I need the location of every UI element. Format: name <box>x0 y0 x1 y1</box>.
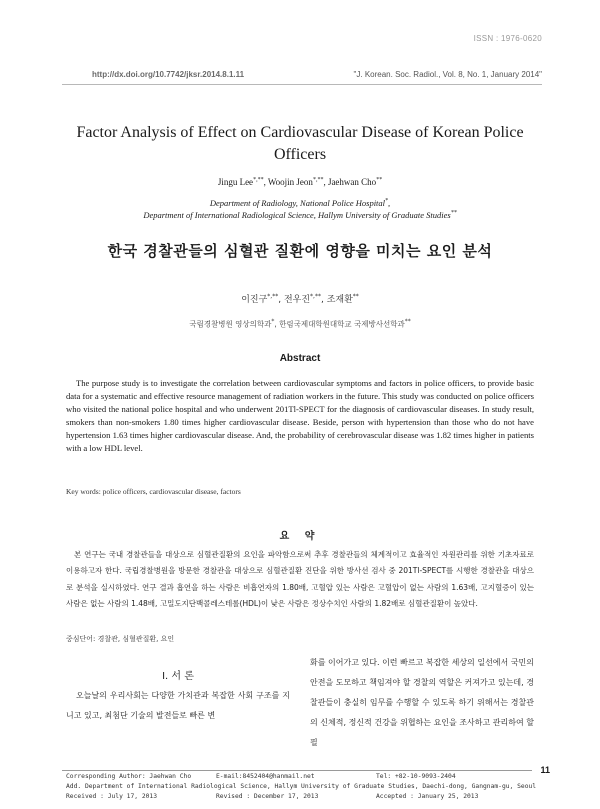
korean-author-sup: ** <box>352 293 359 300</box>
keywords: Key words: police officers, cardiovascular disease, factors <box>66 487 241 496</box>
footer-dates-line <box>66 793 536 800</box>
korean-author-name: 이진구 <box>241 295 268 305</box>
affiliation-1: Department of Radiology, National Police Hospital*, <box>209 198 391 208</box>
korean-abstract-text: 본 연구는 국내 경찰관들을 대상으로 심혈관질환의 요인을 파악함으로써 추후 경찰관들의 체계적이고 효율적인 자원관리를 위한 기초자료로 이용하고자 한다. 국립경찰병원을 방문한 경찰관을 대상으로 심혈관질환 진단을 위한 방사선 검사 중 201Tl-SPECT를 시행한 경찰관을 대상으로 분석을 실시하였다. 연구 결과 흡연을 하는 사람은 비흡연자의 1.80배, 고혈압 있는 사람은 고혈압이 없는 사람의 1.63배, 고지혈증이 있는 사람은 없는 사람의 1.48배, 고밀도지단백콜레스테롤(HDL)이 낮은 사람은 정상수치인 사람의 1.82배로 심혈관질환이 높았다. <box>66 550 534 609</box>
affiliation-2-sup: ** <box>450 210 457 217</box>
footer-divider <box>62 770 532 771</box>
korean-author-sup: *,** <box>267 293 279 300</box>
korean-abstract-heading: 요 약 <box>279 531 321 542</box>
author-sup: ** <box>376 177 383 183</box>
affiliation-1-sup: * <box>385 198 389 205</box>
author-list: Jingu Lee*,**, Woojin Jeon*,**, Jaehwan Cho** <box>217 177 383 187</box>
korean-affiliation-2: 한림국제대학원대학교 국제방사선학과 <box>279 319 405 329</box>
korean-affiliation-2-sup: ** <box>404 318 411 325</box>
abstract-text: The purpose study is to investigate the correlation between cardiovascular symptoms and factors in police officers, to provide basic data for a systematic and effective resource management of radiation workers in the future. This study was conducted on police officers who visited the national police hospital and who underwent 201Tl-SPECT for the diagnosis of cardiovascular diseases. In study result, smokers than non-smokers 1.80 times higher cardiovascular disease. Beside, person with hypertension than those who do not have hypertension 1.63 times higher cardiovascular disease. And, the probability of cerebrovascular disease was 1.82 times higher in patients with a low HDL level. <box>66 378 534 454</box>
journal-citation: "J. Korean. Soc. Radiol., Vol. 8, No. 1, January 2014" <box>353 70 542 79</box>
korean-affiliations: 국립경찰병원 영상의학과*, 한림국제대학원대학교 국제방사선학과** <box>189 318 411 329</box>
korean-title: 한국 경찰관들의 심혈관 질환에 영향을 미치는 요인 분석 <box>107 242 493 260</box>
korean-author-name: 전우진 <box>283 295 311 305</box>
doi-link[interactable]: http://dx.doi.org/10.7742/jksr.2014.8.1.11 <box>92 70 245 79</box>
korean-affiliation-1: 국립경찰병원 영상의학과 <box>189 319 272 329</box>
author-phone: Tel: +82-10-9093-2404 <box>376 773 456 780</box>
paper-title-line-1: Factor Analysis of Effect on Cardiovascular Disease of Korean Police <box>76 124 524 141</box>
abstract-heading: Abstract <box>279 353 321 364</box>
author-name: Jaehwan Cho <box>327 177 377 187</box>
issn-label: ISSN : 1976-0620 <box>473 34 542 43</box>
affiliation-2 <box>60 210 540 220</box>
affiliation-1-text: Department of Radiology, National Police Hospital <box>209 198 386 208</box>
received-date: Received : July 17, 2013 <box>66 793 157 800</box>
footer-contact-line <box>66 773 536 780</box>
paper-title <box>60 122 540 166</box>
korean-author-sup: *,** <box>310 293 321 300</box>
corresponding-author: Corresponding Author: Jaehwan Cho <box>66 773 192 780</box>
body-column-right: 화를 이어가고 있다. 이런 빠르고 복잡한 세상의 일선에서 국민의 안전을 도모하고 책임져야 할 경찰의 역할은 커져가고 있는데, 경찰관들이 충실히 임무를 수행할 수 있도록 하기 위해서는 경찰관의 신체적, 정신적 건강을 위협하는 요인을 조사하고 관리하여 할 필 <box>310 658 534 747</box>
body-column-left: 오늘날의 우리사회는 다양한 가치관과 복잡한 사회 구조를 지니고 있고, 최첨단 기술의 발전들로 빠른 변 <box>66 691 290 720</box>
author-name: Woojin Jeon <box>267 177 313 187</box>
affiliation-2-text: Department of International Radiological Science, Hallym University of Graduate Studies <box>143 210 451 220</box>
header-divider <box>62 84 542 85</box>
korean-affiliation-1-sup: * <box>271 318 275 325</box>
korean-keywords: 중심단어: 경찰관, 심혈관질환, 요인 <box>66 635 175 643</box>
footer-address: Add. Department of International Radiological Science, Hallym University of Graduate Studies, Daechi-dong, Gangnam-gu, Seoul <box>66 783 537 790</box>
author-email: E-mail:8452404@hanmail.net <box>216 773 315 780</box>
author-name: Jingu Lee <box>217 177 254 187</box>
revised-date: Revised : December 17, 2013 <box>216 793 319 800</box>
paper-title-line-2: Officers <box>273 146 327 163</box>
page-number: 11 <box>540 765 550 775</box>
author-sup: *,** <box>312 177 324 183</box>
author-sup: *,** <box>253 177 264 183</box>
korean-author-name: 조재환 <box>326 295 353 305</box>
accepted-date: Accepted : January 25, 2013 <box>376 793 479 800</box>
section-heading-introduction: I. 서 론 <box>162 671 194 682</box>
korean-author-list: 이진구*,**, 전우진*,**, 조재환** <box>241 293 359 305</box>
